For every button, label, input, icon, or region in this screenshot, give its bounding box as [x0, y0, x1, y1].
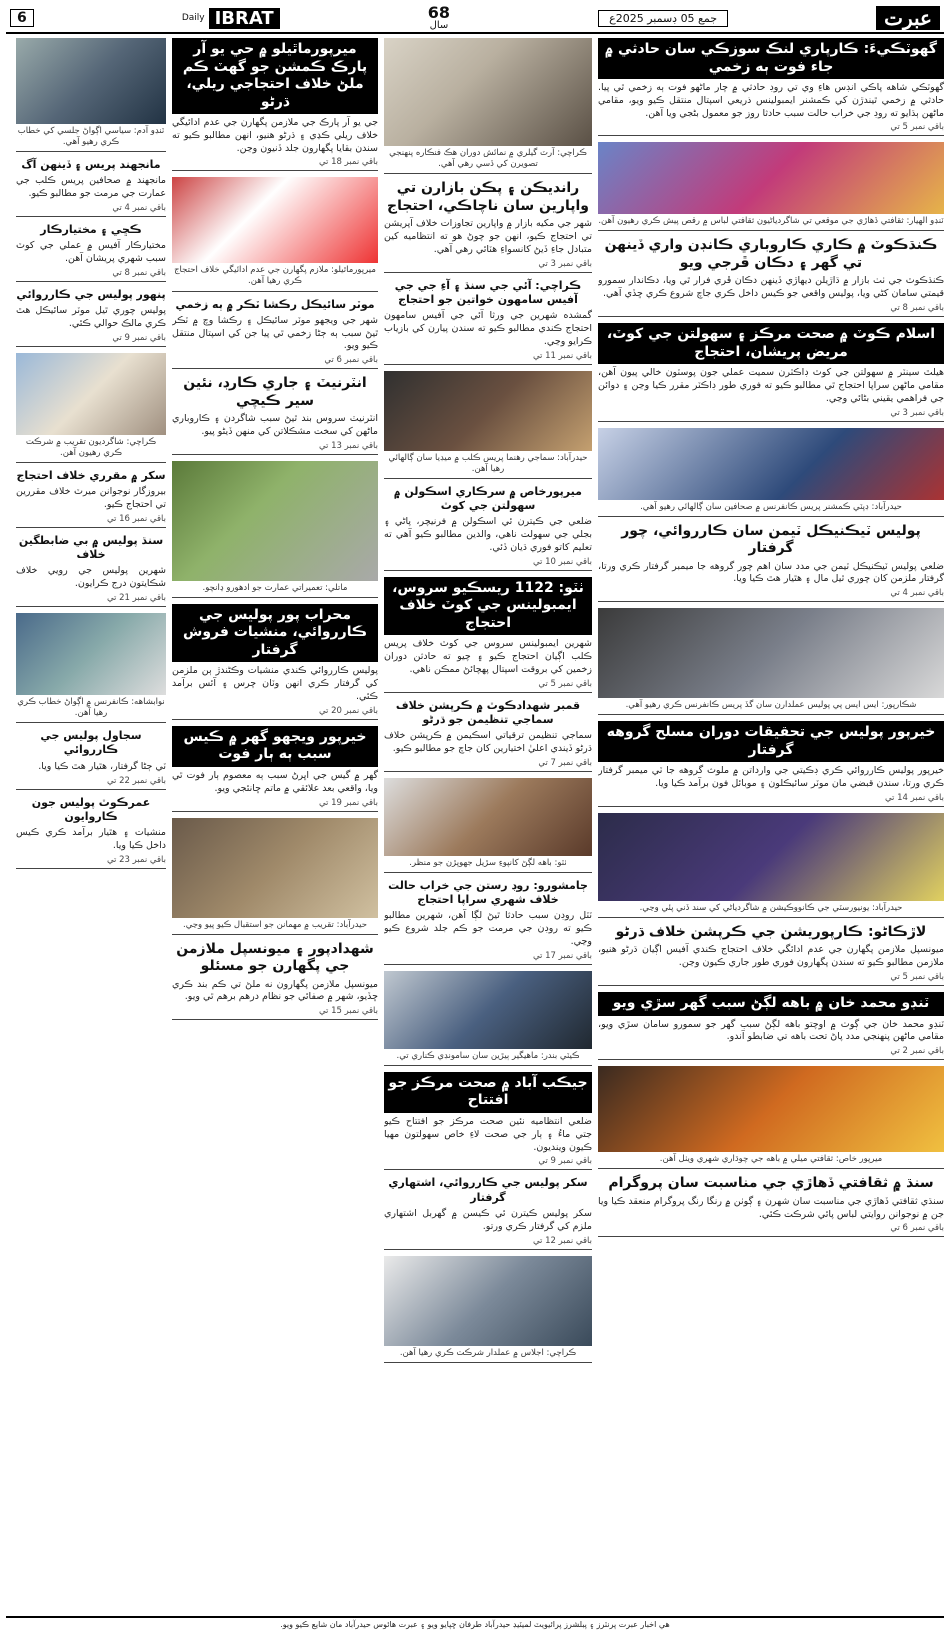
- headline: ڪراچي: آئي جي سنڌ ۽ آءِ جي جي آفيس سامهون خواتين جو احتجاج: [394, 278, 582, 306]
- photo-caption: ٽنڊو آدم: سياسي اڳواڻ جلسي کي خطاب ڪري رهيو آهي.: [17, 126, 165, 148]
- photo-caption: ڪيٽي بندر: ماهيگير ٻيڙين سان سامونڊي ڪناري تي.: [396, 1050, 580, 1061]
- news-photo: [16, 353, 166, 435]
- article: [384, 879, 592, 965]
- article-body: هيلٿ سينٽر ۾ سهولتن جي کوٽ ڊاڪٽرن سميت عملي جون پوسٽون خالي پيون آهن، مقامي ماڻهن سراپا احتجاج ٿي مطالبو ڪيو ته فوري طور ڊاڪٽر مقرر ڪيا وڃن ۽ دوائن جي فراهمي يقيني بڻائي وڃي.: [598, 367, 944, 404]
- photo-caption: ٺٽو: باهه لڳڻ کانپوءِ سڙيل جهوپڙن جو منظر.: [409, 857, 567, 868]
- article: [16, 534, 166, 607]
- brand: [182, 8, 280, 29]
- article-body: ميونسپل ملازمن پگهارون نه ملڻ تي ڪم بند ڪري ڇڏيو، شهر ۾ صفائي جو نظام درهم برهم ٿي ويو.: [172, 978, 378, 1003]
- article-body: انٽرنيٽ سروس بند ٿيڻ سبب شاگردن ۽ ڪاروباري ماڻهن کي سخت مشڪلاتن کي منهن ڏيڻو پيو.: [172, 413, 378, 438]
- photo-block: [598, 1066, 944, 1169]
- article: [172, 941, 378, 1021]
- photo-block: [598, 428, 944, 517]
- column-right: [598, 38, 944, 1616]
- article: [16, 729, 166, 789]
- photo-caption: ماتلي: تعميراتي عمارت جو ادھورو ڍانچو.: [202, 582, 348, 593]
- continued-link[interactable]: باقي نمبر 5 تي: [890, 972, 944, 983]
- continued-link[interactable]: باقي نمبر 13 تي: [318, 440, 378, 451]
- photo-caption: نوابشاهه: ڪانفرنس ۾ اڳواڻ خطاب ڪري رهيا آهن.: [17, 697, 165, 719]
- article: [598, 992, 944, 1060]
- article-body: مختيارڪار آفيس ۾ عملي جي کوٽ سبب شهري پريشان آهن.: [16, 240, 166, 265]
- continued-link[interactable]: باقي نمبر 8 تي: [112, 267, 166, 278]
- headline: پوليس ٽيڪنيڪل ٽيمن سان ڪارروائي، چور گرفتار: [621, 522, 921, 557]
- article-body: ميونسپل ملازمن پگهارن جي عدم ادائگي خلاف احتجاج ڪندي آفيس اڳيان ڌرڻو هنيو، ملازمن مطالبو ڪيو ته سندن پگهارون فوري طور جاري ڪيون وڃن.: [598, 944, 944, 969]
- columns: [6, 38, 944, 1616]
- photo-caption: حيدرآباد: يونيورسٽي جي ڪانووڪيشن ۾ شاگردياڻي کي سند ڏني پئي وڃي.: [639, 902, 903, 913]
- news-photo: [598, 608, 944, 698]
- article-body: سنڌي ثقافتي ڏهاڙي جي مناسبت سان شهرن ۽ ڳوٺن ۾ رنگا رنگ پروگرام منعقد ڪيا ويا جن ۾ نوجوانن روايتي لباس پائي شرڪت ڪئي.: [598, 1195, 944, 1220]
- article-body: منشيات ۽ هٿيار برآمد ڪري ڪيس داخل ڪيا ويا.: [16, 827, 166, 851]
- headline: ڪڇي ۽ مختيارڪار: [40, 223, 142, 237]
- article-body: جي يو آر پارڪ جي ملازمن پگهارن جي عدم ادائيگي خلاف ريلي ڪڍي ۽ ڌرڻو هنيو، انهن مطالبو ڪيو ته سندن بقايا پگهارون جلد ڏنيون وڃن.: [172, 117, 378, 154]
- brand-name: IBRAT: [209, 8, 280, 29]
- news-photo: [384, 371, 592, 451]
- continued-link[interactable]: باقي نمبر 16 تي: [106, 513, 166, 524]
- article-body: شهر جي مکيه بازار ۾ واپارين تجاوزات خلاف آپريشن تي احتجاج ڪيو، انهن جو چوڻ هو ته انتظاميه کين متبادل جاءِ ڏيڻ کانسواءِ هٽائي رهي آهي.: [384, 218, 592, 255]
- continued-link[interactable]: باقي نمبر 9 تي: [538, 1156, 592, 1167]
- photo-block: [598, 142, 944, 231]
- masthead: [6, 4, 944, 34]
- continued-link[interactable]: باقي نمبر 21 تي: [106, 593, 166, 604]
- article: [598, 523, 944, 603]
- article: [16, 796, 166, 869]
- article-body: گهر ۾ گيس جي اڀرڻ سبب ٻه معصوم ٻار فوت ٿي ويا، واقعي بعد علائقي ۾ ماتم ڇانئجي ويو.: [172, 769, 378, 794]
- article: [598, 721, 944, 807]
- article-body: شهرين پوليس جي رويي خلاف شڪايتون درج ڪرايون.: [16, 565, 166, 590]
- news-photo: [598, 813, 944, 901]
- headline: عمرڪوٽ پوليس جون ڪاروايون: [31, 795, 151, 823]
- headline: سکر پوليس جي ڪارروائي، اشتهاري گرفتار: [388, 1176, 588, 1204]
- photo-block: [16, 353, 166, 463]
- continued-link[interactable]: باقي نمبر 2 تي: [890, 1046, 944, 1057]
- headline: ميرپورخاص ۾ سرڪاري اسڪولن ۾ سهولتن جي کوٽ: [394, 484, 582, 512]
- photo-caption: ڪراچي: شاگرديون تقريب ۾ شرڪت ڪري رهيون آهن.: [25, 436, 157, 458]
- issue-date: جمع 05 ڊسمبر 2025ع: [598, 10, 728, 27]
- continued-link[interactable]: باقي نمبر 15 تي: [318, 1006, 378, 1017]
- article: [598, 323, 944, 421]
- photo-block: [384, 371, 592, 479]
- continued-link[interactable]: باقي نمبر 7 تي: [538, 757, 592, 768]
- imprint-footer: هي اخبار عبرت پرنٽرز ۽ پبلشرز پرائيويٽ لميٽيڊ حيدرآباد طرفان ڇپايو ويو ۽ عبرت هائوس حيدرآباد مان شايع ڪيو ويو.: [6, 1616, 944, 1644]
- headline: خيرپور ويجهو گهر ۾ ڪيس سبب ٻه ٻار فوت: [172, 726, 378, 767]
- article: [384, 279, 592, 365]
- headline: ٽنڊو محمد خان ۾ باهه لڳڻ سبب گهر سڙي ويو: [598, 992, 944, 1016]
- year-label: سال: [429, 20, 449, 31]
- article-body: سماجي تنظيمن ترقياتي اسڪيمن ۾ ڪرپشن خلاف ڌرڻو ڏيندي اعليٰ اختيارين کان جاچ جو مطالبو ڪيو.: [384, 730, 592, 755]
- article-body: مانجهند ۾ صحافين پريس ڪلب جي عمارت جي مرمت جو مطالبو ڪيو.: [16, 175, 166, 200]
- photo-block: [384, 38, 592, 174]
- article: [598, 924, 944, 986]
- column-left: [16, 38, 166, 1616]
- photo-caption: ميرپور خاص: ثقافتي ميلي ۾ باهه جي چوڌاري شهري ويٺل آهن.: [659, 1154, 883, 1165]
- continued-link[interactable]: باقي نمبر 3 تي: [538, 258, 592, 269]
- article: [598, 237, 944, 317]
- news-photo: [384, 1256, 592, 1346]
- continued-link[interactable]: باقي نمبر 5 تي: [538, 678, 592, 689]
- news-photo: [16, 38, 166, 124]
- continued-link[interactable]: باقي نمبر 20 تي: [318, 705, 378, 716]
- photo-caption: حيدرآباد: سماجي رهنما پريس ڪلب ۾ ميڊيا سان ڳالهائي رهيا آهن.: [388, 452, 588, 474]
- article: [16, 288, 166, 347]
- continued-link[interactable]: باقي نمبر 19 تي: [318, 797, 378, 808]
- continued-link[interactable]: باقي نمبر 17 تي: [532, 950, 592, 961]
- article-body: ضلعي جي ڪيترن ئي اسڪولن ۾ فرنيچر، پاڻي ۽ بجلي جي سهولت ناهي، والدين مطالبو ڪيو آهي ته تعليم کاتو فوري ڌيان ڏئي.: [384, 516, 592, 553]
- headline: محراب پور پوليس جي ڪارروائي، منشيات فروش گرفتار: [172, 604, 378, 663]
- headline: ٺٽو: 1122 ريسڪيو سروس، ايمبولينس جي کوٽ خلاف احتجاج: [384, 577, 592, 636]
- continued-link[interactable]: باقي نمبر 6 تي: [890, 1223, 944, 1234]
- continued-link[interactable]: باقي نمبر 4 تي: [112, 203, 166, 214]
- continued-link[interactable]: باقي نمبر 4 تي: [890, 588, 944, 599]
- brand-daily: Daily: [181, 13, 205, 23]
- continued-link[interactable]: باقي نمبر 23 تي: [106, 854, 166, 865]
- continued-link[interactable]: باقي نمبر 10 تي: [532, 556, 592, 567]
- continued-link[interactable]: باقي نمبر 3 تي: [890, 407, 944, 418]
- headline: جيڪب آباد ۾ صحت مرڪز جو افتتاح: [384, 1072, 592, 1113]
- article-body: پوليس چوري ٿيل موٽر سائيڪل هٿ ڪري مالڪ حوالي ڪئي.: [16, 305, 166, 330]
- photo-caption: حيدرآباد: تقريب ۾ مهمانن جو استقبال ڪيو پيو وڃي.: [183, 919, 367, 930]
- article: [598, 1175, 944, 1237]
- photo-block: [16, 613, 166, 723]
- article: [172, 298, 378, 370]
- headline: سنڌ پوليس ۾ بي ضابطگين خلاف: [18, 533, 164, 562]
- headline: سنڌ ۾ ثقافتي ڏهاڙي جي مناسبت سان پروگرام: [608, 1175, 934, 1192]
- headline: شهدادپور ۽ ميونسپل ملازمن جي پگهارن جو مسئلو: [176, 940, 374, 975]
- news-photo: [598, 1066, 944, 1152]
- news-photo: [598, 142, 944, 214]
- photo-caption: ميرپورماٿيلو: ملازم پگهارن جي عدم ادائيگي خلاف احتجاج ڪري رهيا آهن.: [174, 265, 376, 287]
- news-photo: [16, 613, 166, 695]
- article-body: بيروزگار نوجوانن ميرٽ خلاف مقررين تي احتجاج ڪيو.: [16, 486, 166, 511]
- column-center-left: [172, 38, 378, 1616]
- article: [384, 1176, 592, 1249]
- photo-block: [598, 608, 944, 715]
- headline: رانديڪن ۽ پڪن بازارن تي واپارين سان ناچاڪي، احتجاج: [387, 180, 589, 214]
- article: [384, 180, 592, 272]
- year-badge: [428, 5, 450, 31]
- headline: انٽرنيٽ ۽ جاري ڪارڊ، نئين سير ڪيچي: [183, 375, 367, 409]
- photo-caption: ڪراچي: آرٽ گيلري ۾ نمائش دوران هڪ فنڪاره پنهنجي تصويرن کي ڏسي رهي آهي.: [389, 148, 587, 170]
- photo-block: [16, 38, 166, 152]
- news-photo: [172, 177, 378, 263]
- article-body: ڪنڌڪوٽ جي ٺٺ بازار ۾ ڌاڙيلن ديهاڙي ڏينهن دڪان ڦري فرار ٿي ويا، دڪاندار سمورو قيمتي سامان کڻي ويا، پوليس واقعي جو ڪيس داخل ڪري جاچ شروع ڪري ڇڏي آهي.: [598, 275, 944, 300]
- article-body: ٽٽل روڊن سبب حادثا ٿيڻ لڳا آهن، شهرين مطالبو ڪيو ته روڊن جي مرمت جو ڪم جلد شروع ڪيو وڃي.: [384, 910, 592, 948]
- article: [16, 469, 166, 528]
- headline: مانجهند پريس ۽ ڏينهن آگ: [21, 158, 161, 172]
- photo-block: [172, 818, 378, 935]
- news-photo: [172, 818, 378, 918]
- article-body: خيرپور پوليس ڪارروائي ڪري ڊڪيتي جي وارداتن ۾ ملوث گروهه جا ٽي ميمبر گرفتار ڪري ورتا، سندن قبضي مان موٽر سائيڪلون ۽ موبائل فون برآمد ڪيا ويا.: [598, 765, 944, 790]
- article-body: پوليس ڪارروائي ڪندي منشيات وڪڻندڙ ٻن ملزمن کي گرفتار ڪري انهن وٽان چرس ۽ آئس برآمد ڪئي.: [172, 665, 378, 703]
- headline: ڪنڌڪوٽ ۾ ڪاري ڪاروباري ڪانڊن واري ڏينهن تي گهر ۽ دڪان ڦرجي ويو: [604, 237, 938, 271]
- column-center-right: [384, 38, 592, 1616]
- article-body: ٽنڊو محمد خان جي ڳوٺ ۾ اوچتو باهه لڳڻ سبب گهر جو سمورو سامان سڙي ويو، مقامي ماڻهن پنهنجي مدد پاڻ تحت باهه تي ضابطو آندو.: [598, 1018, 944, 1043]
- headline: پنهور پوليس جي ڪارروائي: [16, 287, 166, 301]
- headline: گهوٽڪيءَ: ڪارپاري لنڪ سوزڪي سان حادثي ۾ جاء فوت ٻه زخمي: [598, 38, 944, 79]
- continued-link[interactable]: باقي نمبر 6 تي: [324, 355, 378, 366]
- headline: اسلام ڪوٽ ۾ صحت مرڪز ۽ سهولتن جي کوٽ، مريض پريشان، احتجاج: [598, 323, 944, 364]
- article-body: شهرين ايمبولينس سروس جي کوٽ خلاف پريس ڪلب اڳيان احتجاج ڪيو ۽ چيو ته حادثن دوران زخمين کي بروقت اسپتال پهچائڻ ممڪن ناهي.: [384, 638, 592, 675]
- continued-link[interactable]: باقي نمبر 22 تي: [106, 775, 166, 786]
- ibrat-logo: عبرت: [876, 6, 940, 30]
- photo-block: [384, 778, 592, 873]
- photo-caption: ڪراچي: اجلاس ۾ عملدار شرڪت ڪري رهيا آهن.: [399, 1347, 577, 1358]
- headline: قمبر شهدادڪوٽ ۾ ڪرپشن خلاف سماجي تنظيمن جو ڌرڻو: [395, 698, 581, 726]
- article-body: ضلعي پوليس ٽيڪنيڪل ٽيمن جي مدد سان اهم چور گروهه جا ميمبر گرفتار ڪري ورتا، گرفتار ملزمن کان چوري ٿيل مال ۽ هٿيار هٿ ڪيا ويا.: [598, 560, 944, 585]
- article-body: گمشده شهرين جي ورثا آئي جي آفيس سامهون احتجاج ڪندي مطالبو ڪيو ته سندن پيارن کي بازياب ڪرايو وڃي.: [384, 310, 592, 347]
- article: [16, 158, 166, 217]
- continued-link[interactable]: باقي نمبر 8 تي: [890, 303, 944, 314]
- headline: لاڙڪاڻو: ڪارپوريشن جي ڪرپشن خلاف ڌرڻو: [615, 923, 927, 940]
- article-body: ضلعي انتظاميه نئين صحت مرڪز جو افتتاح ڪيو جتي ماءُ ۽ ٻار جي صحت لاءِ خاص سهولتون مهيا ڪيون وينديون.: [384, 1115, 592, 1153]
- headline: ڄامشورو: روڊ رستن جي خراب حالت خلاف شهري سراپا احتجاج: [388, 878, 588, 907]
- article: [172, 375, 378, 455]
- article: [384, 699, 592, 772]
- photo-block: [172, 461, 378, 598]
- news-photo: [172, 461, 378, 581]
- headline: سکر ۾ مقرري خلاف احتجاج: [16, 468, 166, 482]
- headline: ميرپورماٿيلو ۾ حي يو آر پارڪ ڪمشن جو گهٽ ڪم ملڻ خلاف احتجاجي ريلي، ڌرڻو: [172, 38, 378, 114]
- article-body: سکر پوليس ڪيترن ئي ڪيسن ۾ گهربل اشتهاري ملزم کي گرفتار ڪري ورتو.: [384, 1208, 592, 1232]
- continued-link[interactable]: باقي نمبر 14 تي: [884, 792, 944, 803]
- article: [172, 726, 378, 812]
- headline: سجاول پوليس جي ڪارروائي: [40, 729, 142, 757]
- news-photo: [598, 428, 944, 500]
- article-body: ٽي ڄڻا گرفتار، هٿيار هٿ ڪيا ويا.: [38, 760, 166, 772]
- article-body: شهر جي ويجهو موٽر سائيڪل ۽ رڪشا وچ ۾ ٽڪر ٿيڻ سبب ٻه ڄڻا زخمي ٿي پيا جن کي اسپتال منتقل ڪيو ويو.: [172, 314, 378, 352]
- article: [384, 1072, 592, 1170]
- continued-link[interactable]: باقي نمبر 5 تي: [890, 122, 944, 133]
- year-number: 68: [427, 3, 451, 22]
- article: [384, 577, 592, 693]
- news-photo: [384, 971, 592, 1049]
- continued-link[interactable]: باقي نمبر 9 تي: [112, 332, 166, 343]
- photo-block: [598, 813, 944, 918]
- photo-block: [172, 177, 378, 291]
- article: [172, 38, 378, 171]
- article: [598, 38, 944, 136]
- continued-link[interactable]: باقي نمبر 11 تي: [532, 350, 592, 361]
- page-number: 6: [10, 9, 34, 27]
- news-photo: [384, 778, 592, 856]
- article-body: گهوٽڪي شاهه پاڪي انڊس هاءِ وي تي روڊ حادثي ۾ چار ماڻهو فوت ٻه زخمي ٿي پيا. حادثي ۾ زخمي ٿيندڙن کي ڪمشنر ايمبولينس ذريعي اسپتال منتقل ڪيو ويو، مقامي ماڻهن ٻڌايو ته روڊ جي خراب حالت سبب حادثا روز جو معمول بڻجي ويا آهن.: [598, 82, 944, 119]
- article: [16, 223, 166, 282]
- photo-caption: شڪارپور: ايس ايس پي پوليس عملدارن سان گڏ پريس ڪانفرنس ڪري رهيو آهي.: [625, 700, 917, 711]
- photo-caption: حيدرآباد: ڊپٽي ڪمشنر پريس ڪانفرنس ۾ صحافين سان ڳالهائي رهيو آهي.: [640, 501, 902, 512]
- headline: خيرپور پوليس جي تحقيقات دوران مسلح گروهه گرفتار: [598, 721, 944, 762]
- photo-caption: ٽنڊو الهيار: ثقافتي ڏهاڙي جي موقعي تي شاگردياڻيون ثقافتي لباس ۾ رقص پيش ڪري رهيون آهن.: [598, 216, 944, 227]
- article: [172, 604, 378, 720]
- article: [384, 485, 592, 571]
- continued-link[interactable]: باقي نمبر 12 تي: [532, 1235, 592, 1246]
- continued-link[interactable]: باقي نمبر 18 تي: [318, 157, 378, 168]
- headline: موٽر سائيڪل رڪشا ٽڪر ۾ ٻه زخمي: [175, 297, 375, 311]
- photo-block: [384, 971, 592, 1066]
- photo-block: [384, 1256, 592, 1363]
- news-photo: [384, 38, 592, 146]
